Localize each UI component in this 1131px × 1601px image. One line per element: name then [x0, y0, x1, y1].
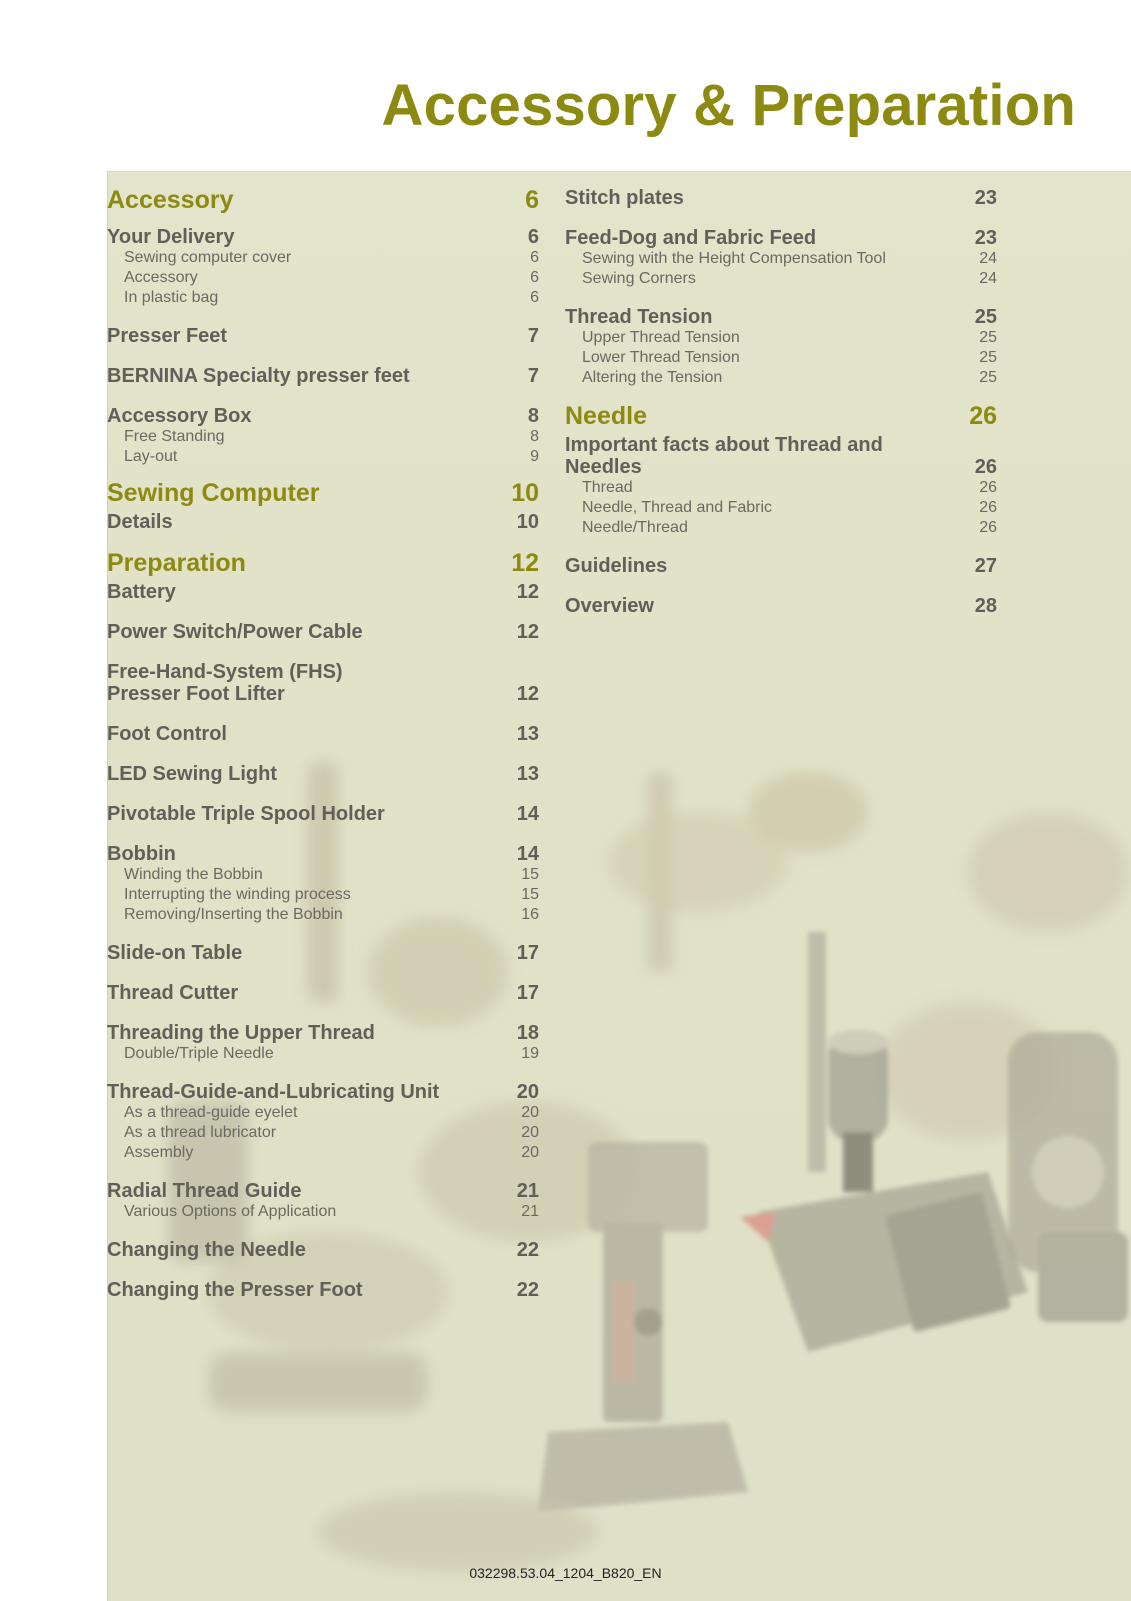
- toc-entry-page: 15: [521, 886, 539, 903]
- toc-entry-title: Assembly: [124, 1144, 194, 1161]
- toc-entry-title: Sewing Corners: [582, 270, 696, 287]
- toc-entry-title: Threading the Upper Thread: [107, 1022, 375, 1044]
- toc-entry[interactable]: [107, 803, 539, 825]
- toc-entry-title: Free Standing: [124, 428, 225, 445]
- toc-entry-page: 19: [521, 1045, 539, 1062]
- toc-entry-title: Lay-out: [124, 448, 178, 465]
- toc-entry-page: 25: [979, 349, 997, 366]
- toc-entry[interactable]: [565, 328, 997, 348]
- toc-entry-page: 26: [979, 499, 997, 516]
- toc-entry[interactable]: [107, 268, 539, 288]
- toc-entry[interactable]: [107, 1123, 539, 1143]
- toc-entry[interactable]: [565, 249, 997, 269]
- toc-entry[interactable]: [107, 905, 539, 925]
- toc-entry[interactable]: [107, 1022, 539, 1044]
- toc-entry-page: 25: [979, 329, 997, 346]
- toc-entry-title: Sewing with the Height Compensation Tool: [582, 250, 886, 267]
- toc-entry[interactable]: [565, 434, 997, 478]
- toc-entry-title: Accessory: [124, 269, 198, 286]
- toc-entry[interactable]: [107, 405, 539, 427]
- toc-entry-page: 12: [516, 581, 539, 603]
- toc-entry[interactable]: [565, 400, 997, 432]
- toc-entry-title: Changing the Needle: [107, 1239, 306, 1261]
- toc-entry[interactable]: [107, 1180, 539, 1202]
- toc-entry-page: 21: [516, 1180, 539, 1202]
- toc-entry-page: 15: [521, 866, 539, 883]
- toc-entry-title: Lower Thread Tension: [582, 349, 740, 366]
- toc-entry[interactable]: [107, 1239, 539, 1261]
- toc-entry[interactable]: [565, 269, 997, 289]
- toc-entry-page: 20: [516, 1081, 539, 1103]
- toc-entry-title: Accessory Box: [107, 405, 252, 427]
- toc-entry[interactable]: [565, 348, 997, 368]
- toc-entry[interactable]: [107, 447, 539, 467]
- toc-entry-title: Removing/Inserting the Bobbin: [124, 906, 343, 923]
- toc-entry[interactable]: [565, 498, 997, 518]
- toc-entry-page: 22: [516, 1239, 539, 1261]
- toc-entry-title: Thread Tension: [565, 306, 713, 328]
- toc-entry[interactable]: [565, 368, 997, 388]
- page-title: Accessory & Preparation: [381, 73, 1076, 138]
- toc-entry[interactable]: [107, 621, 539, 643]
- toc-entry-title: Upper Thread Tension: [582, 329, 740, 346]
- toc-entry-title: Details: [107, 511, 173, 533]
- toc-entry-title: Thread-Guide-and-Lubricating Unit: [107, 1081, 440, 1103]
- toc-entry[interactable]: [565, 227, 997, 249]
- toc-entry-title: Your Delivery: [107, 226, 235, 248]
- toc-entry-page: 10: [516, 511, 539, 533]
- toc-entry-page: 20: [521, 1144, 539, 1161]
- toc-entry-title: Stitch plates: [565, 187, 684, 209]
- toc-entry-page: 26: [974, 456, 997, 478]
- toc-entry-page: 12: [516, 683, 539, 705]
- toc-entry-page: 25: [979, 369, 997, 386]
- toc-entry-page: 13: [516, 723, 539, 745]
- toc-entry-title: Guidelines: [565, 555, 668, 577]
- toc-entry-page: 21: [521, 1203, 539, 1220]
- toc-entry-page: 6: [530, 249, 539, 266]
- toc-entry-title: Overview: [565, 595, 654, 617]
- toc-entry-title: Radial Thread Guide: [107, 1180, 302, 1202]
- toc-entry-page: 16: [521, 906, 539, 923]
- toc-entry[interactable]: [107, 325, 539, 347]
- toc-entry-page: 20: [521, 1104, 539, 1121]
- toc-entry-title: Winding the Bobbin: [124, 866, 263, 883]
- toc-entry-title: Feed-Dog and Fabric Feed: [565, 227, 817, 249]
- document-code: [0, 1565, 1131, 1581]
- toc-entry[interactable]: [107, 365, 539, 387]
- toc-entry-title: Presser Feet: [107, 325, 228, 347]
- toc-entry[interactable]: [107, 1103, 539, 1123]
- toc-entry-title: Needle, Thread and Fabric: [582, 499, 773, 516]
- toc-entry[interactable]: [565, 595, 997, 617]
- toc-entry-title: Preparation: [107, 549, 246, 577]
- toc-entry-page: 27: [974, 555, 997, 577]
- toc-entry-title: Bobbin: [107, 843, 176, 865]
- toc-entry-page: 26: [969, 402, 997, 430]
- toc-entry-title: Changing the Presser Foot: [107, 1279, 363, 1301]
- toc-entry[interactable]: [107, 184, 539, 216]
- toc-entry-page: 13: [516, 763, 539, 785]
- toc-entry-title: Altering the Tension: [582, 369, 723, 386]
- toc-entry-page: 24: [979, 250, 997, 267]
- toc-entry-title: As a thread lubricator: [124, 1124, 277, 1141]
- toc-entry-title: Thread Cutter: [107, 982, 239, 1004]
- toc-entry[interactable]: [565, 187, 997, 209]
- toc-entry-page: 6: [525, 186, 539, 214]
- toc-entry[interactable]: [107, 477, 539, 509]
- toc-entry-page: 10: [511, 479, 539, 507]
- toc-entry[interactable]: [107, 1081, 539, 1103]
- toc-entry[interactable]: [107, 1279, 539, 1301]
- toc-entry[interactable]: [107, 843, 539, 865]
- toc-entry-page: 25: [974, 306, 997, 328]
- toc-entry-title: Power Switch/Power Cable: [107, 621, 363, 643]
- toc-entry-title: Foot Control: [107, 723, 227, 745]
- toc-entry-page: 23: [974, 187, 997, 209]
- toc-entry-title: Accessory: [107, 186, 234, 214]
- toc-entry-page: 6: [527, 226, 539, 248]
- toc-entry[interactable]: [565, 478, 997, 498]
- toc-entry-title: BERNINA Specialty presser feet: [107, 365, 410, 387]
- toc-entry-page: 8: [527, 405, 539, 427]
- toc-entry[interactable]: [107, 885, 539, 905]
- toc-entry[interactable]: [107, 581, 539, 603]
- toc-entry-title: Sewing Computer: [107, 479, 320, 507]
- toc-entry[interactable]: [107, 427, 539, 447]
- toc-entry[interactable]: [107, 547, 539, 579]
- toc-entry-page: 14: [516, 803, 539, 825]
- toc-entry-page: 20: [521, 1124, 539, 1141]
- toc-entry[interactable]: [565, 518, 997, 538]
- toc-entry-page: 22: [516, 1279, 539, 1301]
- toc-entry[interactable]: [107, 865, 539, 885]
- toc-entry-title: Important facts about Thread and Needles: [565, 434, 883, 478]
- toc-entry-page: 26: [979, 479, 997, 496]
- toc-entry-page: 28: [974, 595, 997, 617]
- toc-entry[interactable]: [107, 1143, 539, 1163]
- toc-entry-title: Battery: [107, 581, 176, 603]
- toc-entry-page: 7: [527, 325, 539, 347]
- toc-entry[interactable]: [565, 306, 997, 328]
- toc-entry-title: Pivotable Triple Spool Holder: [107, 803, 385, 825]
- toc-entry[interactable]: [107, 1202, 539, 1222]
- toc-entry[interactable]: [107, 511, 539, 533]
- toc-entry-page: 7: [527, 365, 539, 387]
- toc-entry-page: 26: [979, 519, 997, 536]
- toc-entry-page: 17: [516, 942, 539, 964]
- toc-entry-page: 18: [516, 1022, 539, 1044]
- toc-entry-title: Slide-on Table: [107, 942, 243, 964]
- toc-entry[interactable]: [107, 288, 539, 308]
- toc-entry-title: Various Options of Application: [124, 1203, 337, 1220]
- toc-entry[interactable]: [107, 763, 539, 785]
- toc-entry-title: Needle: [565, 402, 647, 430]
- toc-entry-title: As a thread-guide eyelet: [124, 1104, 298, 1121]
- toc-entry[interactable]: [107, 226, 539, 248]
- toc-entry-page: 9: [530, 448, 539, 465]
- toc-entry-title: Thread: [582, 479, 633, 496]
- toc-entry[interactable]: [107, 942, 539, 964]
- toc-entry-page: 6: [530, 269, 539, 286]
- toc-entry-page: 12: [516, 621, 539, 643]
- toc-entry[interactable]: [107, 1044, 539, 1064]
- toc-entry[interactable]: [107, 982, 539, 1004]
- toc-entry-title: Sewing computer cover: [124, 249, 292, 266]
- toc-entry[interactable]: [107, 723, 539, 745]
- toc-entry-page: 23: [974, 227, 997, 249]
- toc-entry-page: 17: [516, 982, 539, 1004]
- toc-entry-title: Double/Triple Needle: [124, 1045, 274, 1062]
- document-code-text: 032298.53.04_1204_B820_EN: [469, 1565, 662, 1581]
- toc-entry-page: 24: [979, 270, 997, 287]
- toc-entry-title: LED Sewing Light: [107, 763, 277, 785]
- toc-entry-title: Interrupting the winding process: [124, 886, 351, 903]
- toc-entry-page: 6: [530, 289, 539, 306]
- toc-entry[interactable]: [107, 248, 539, 268]
- toc-entry-title: Free-Hand-System (FHS) Presser Foot Lifter: [107, 661, 343, 705]
- toc-entry-page: 14: [516, 843, 539, 865]
- toc-entry-page: 12: [511, 549, 539, 577]
- toc-right-column: [565, 187, 997, 617]
- toc-entry-page: 8: [530, 428, 539, 445]
- toc-entry[interactable]: [565, 555, 997, 577]
- toc-entry-title: In plastic bag: [124, 289, 219, 306]
- toc-entry[interactable]: [107, 661, 539, 705]
- toc-entry-title: Needle/Thread: [582, 519, 688, 536]
- toc-left-column: [107, 184, 539, 1301]
